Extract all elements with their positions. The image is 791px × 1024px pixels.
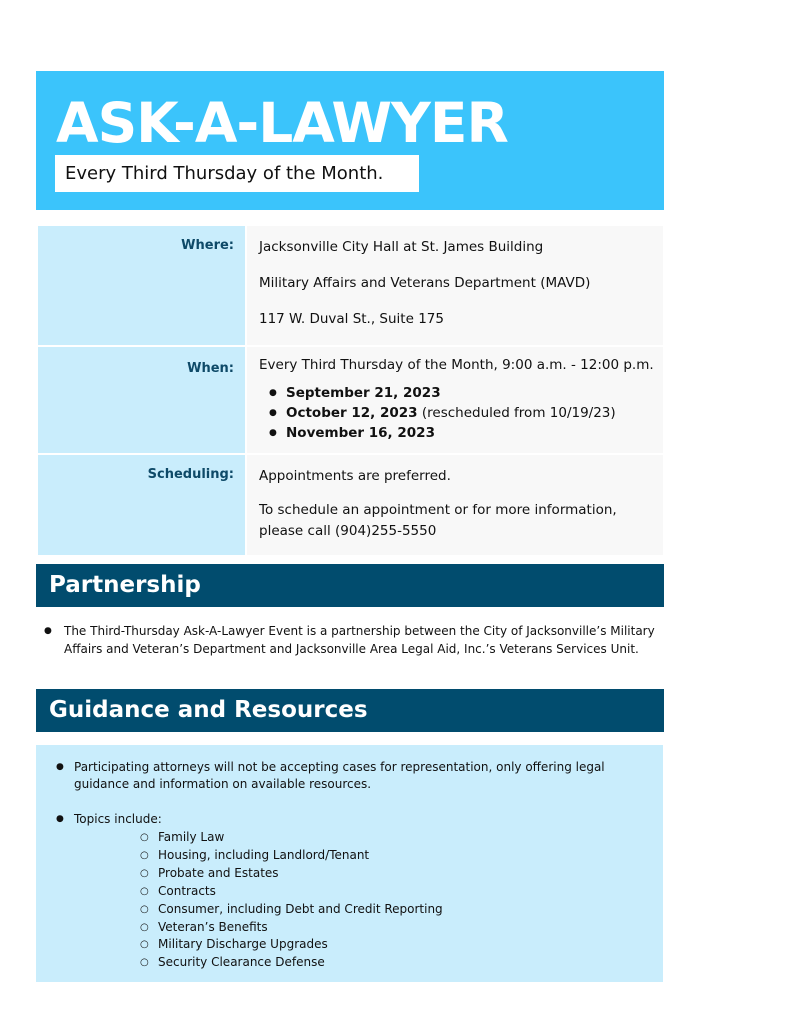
where-line-department: Military Affairs and Veterans Department (MAVD)	[259, 275, 591, 291]
topic-item: ○ Housing, including Landlord/Tenant	[140, 847, 443, 865]
where-label: Where:	[38, 226, 246, 346]
guidance-point: ● Participating attorneys will not be accepting cases for representation, only offering legal guidance and information on available resources.	[56, 759, 636, 793]
page-title: ASK-A-LAWYER	[56, 91, 508, 155]
where-line-building: Jacksonville City Hall at St. James Building	[259, 239, 544, 255]
event-info-table	[38, 226, 663, 555]
date-item	[286, 403, 651, 423]
when-value	[246, 346, 663, 454]
topic-item: ○ Military Discharge Upgrades	[140, 936, 443, 954]
date-value: October 12, 2023	[286, 405, 418, 421]
when-schedule: Every Third Thursday of the Month, 9:00 a.m. - 12:00 p.m.	[259, 357, 654, 373]
scheduling-row	[38, 454, 663, 555]
scheduling-value	[246, 454, 663, 555]
topic-item: ○ Veteran’s Benefits	[140, 919, 443, 937]
date-item	[286, 383, 651, 403]
guidance-heading: Guidance and Resources	[36, 689, 664, 732]
scheduling-preferred: Appointments are preferred.	[259, 468, 451, 484]
date-value: November 16, 2023	[286, 425, 435, 441]
topic-item: ○ Family Law	[140, 829, 443, 847]
guidance-list	[56, 759, 636, 793]
topics-list	[140, 829, 443, 972]
topics-intro-list	[56, 811, 636, 828]
date-list	[259, 383, 651, 443]
topic-item: ○ Probate and Estates	[140, 865, 443, 883]
guidance-panel	[36, 745, 663, 982]
page-subtitle: Every Third Thursday of the Month.	[55, 155, 419, 192]
header-banner	[36, 71, 664, 210]
date-item	[286, 423, 651, 443]
when-row	[38, 346, 663, 454]
topic-item: ○ Contracts	[140, 883, 443, 901]
date-note: (rescheduled from 10/19/23)	[417, 405, 616, 421]
date-value: September 21, 2023	[286, 385, 441, 401]
where-row	[38, 226, 663, 346]
scheduling-label: Scheduling:	[38, 454, 246, 555]
partnership-text: ● The Third-Thursday Ask-A-Lawyer Event is a partnership between the City of Jacksonville’s Military Affairs and Veteran’s Department and Jacksonville Area Legal Aid, Inc.’s Veterans Services Unit.	[44, 622, 669, 658]
partnership-list	[44, 622, 669, 658]
topic-item: ○ Security Clearance Defense	[140, 954, 443, 972]
topics-intro: ● Topics include:	[56, 811, 636, 828]
scheduling-contact: To schedule an appointment or for more information, please call (904)255-5550	[259, 502, 617, 539]
topic-item: ○ Consumer, including Debt and Credit Reporting	[140, 901, 443, 919]
where-line-address: 117 W. Duval St., Suite 175	[259, 311, 444, 327]
partnership-heading: Partnership	[36, 564, 664, 607]
when-label: When:	[38, 346, 246, 454]
where-value	[246, 226, 663, 346]
